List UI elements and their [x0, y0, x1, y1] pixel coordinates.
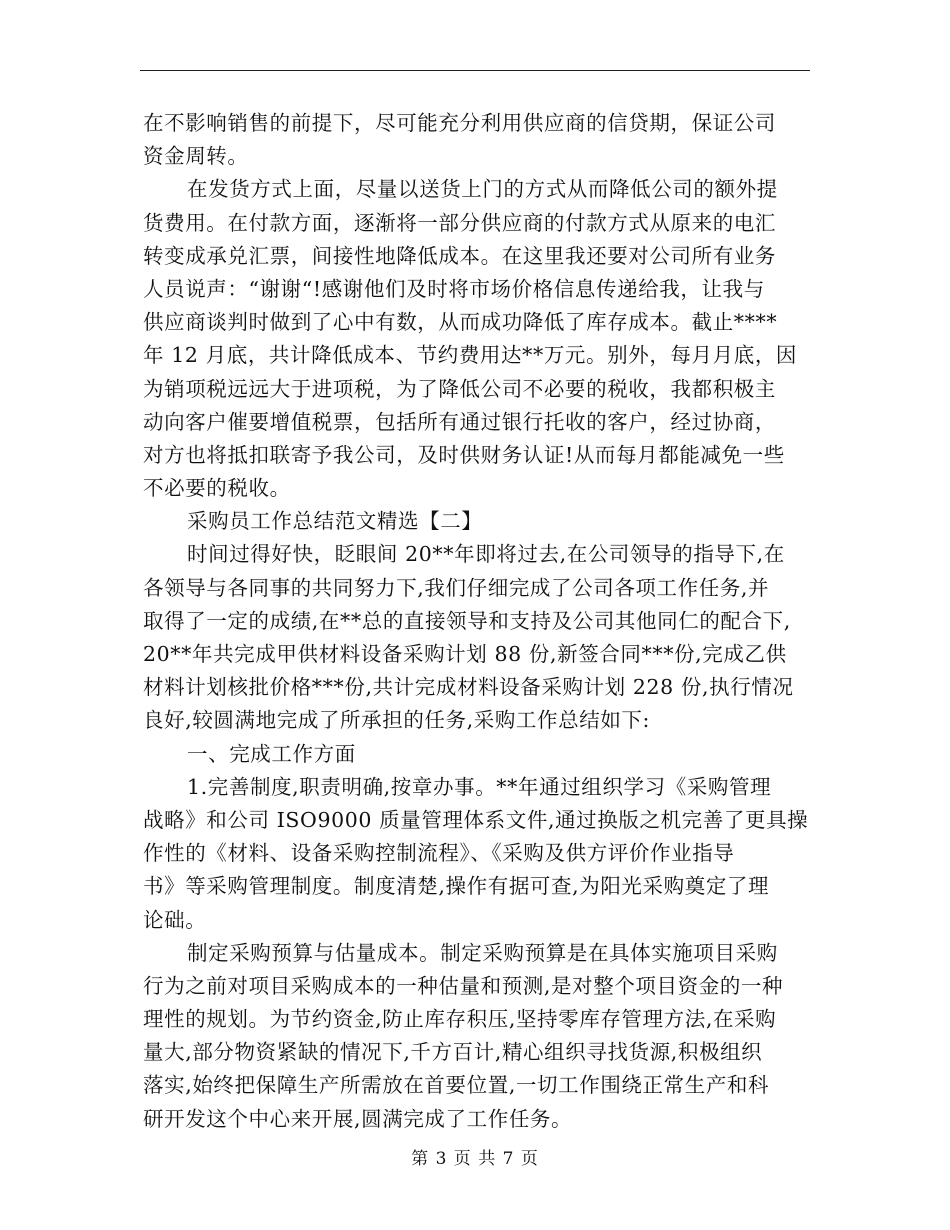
document-body [143, 107, 811, 1136]
text-line: 良好,较圆满地完成了所承担的任务,采购工作总结如下: [143, 708, 651, 733]
text-line: 落实,始终把保障生产所需放在首要位置,一切工作围绕正常生产和科 [143, 1073, 770, 1098]
text-line: 量大,部分物资紧缺的情况下,千方百计,精心组织寻找货源,积极组织 [143, 1040, 763, 1065]
text-line: 时间过得好快，眨眼间 20**年即将过去,在公司领导的指导下,在 [187, 542, 785, 567]
text-line: 年 12 月底，共计降低成本、节约费用达**万元。别外，每月月底，因 [143, 343, 798, 368]
text-line: 货费用。在付款方面，逐渐将一部分供应商的付款方式从原来的电汇 [143, 210, 776, 235]
text-line: 1.完善制度,职责明确,按章办事。**年通过组织学习《采购管理 [187, 774, 772, 799]
header-rule [140, 70, 810, 71]
text-line: 研开发这个中心来开展,圆满完成了工作任务。 [143, 1106, 573, 1131]
text-line: 资金周转。 [143, 144, 249, 169]
text-line: 供应商谈判时做到了心中有数，从而成功降低了库存成本。截止**** [143, 310, 778, 335]
text-line: 在不影响销售的前提下，尽可能充分利用供应商的信贷期，保证公司 [143, 111, 776, 135]
page-number: 第 3 页 共 7 页 [411, 1149, 539, 1169]
text-line: 采购员工作总结范文精选【二】 [187, 509, 483, 534]
text-line: 战略》和公司 ISO9000 质量管理体系文件,通过换版之机完善了更具操 [143, 807, 809, 832]
text-line: 转变成承兑汇票，间接性地降低成本。在这里我还要对公司所有业务 [143, 243, 776, 268]
text-line: 在发货方式上面，尽量以送货上门的方式从而降低公司的额外提 [187, 177, 778, 202]
text-line: 材料计划核批价格***份,共计完成材料设备采购计划 228 份,执行情况 [143, 675, 794, 700]
text-line: 理性的规划。为节约资金,防止库存积压,坚持零库存管理方法,在采购 [143, 1007, 777, 1032]
text-line: 动向客户催要增值税票，包括所有通过银行托收的客户，经过协商， [143, 409, 776, 434]
text-line: 不必要的税收。 [143, 476, 291, 501]
text-line: 行为之前对项目采购成本的一种估量和预测,是对整个项目资金的一种 [143, 973, 784, 998]
text-line: 为销项税远远大于进项税，为了降低公司不必要的税收，我都积极主 [143, 376, 776, 401]
text-line: 人员说声：“谢谢“!感谢他们及时将市场价格信息传递给我，让我与 [143, 276, 765, 301]
text-line: 制定采购预算与估量成本。制定采购预算是在具体实施项目采购 [187, 940, 778, 965]
text-line: 作性的《材料、设备采购控制流程》、《采购及供方评价作业指导 [143, 841, 735, 866]
text-line: 各领导与各同事的共同努力下,我们仔细完成了公司各项工作任务,并 [143, 575, 770, 600]
text-line: 论础。 [143, 907, 207, 932]
text-line: 书》等采购管理制度。制度清楚,操作有据可查,为阳光采购奠定了理 [143, 874, 770, 899]
text-line: 取得了一定的成绩,在**总的直接领导和支持及公司其他同仁的配合下, [143, 608, 791, 633]
text-line: 对方也将抵扣联寄予我公司，及时供财务认证!从而每月都能减免一些 [143, 442, 785, 467]
text-line: 一、完成工作方面 [187, 741, 356, 766]
text-line: 20**年共完成甲供材料设备采购计划 88 份,新签合同***份,完成乙供 [143, 642, 787, 666]
